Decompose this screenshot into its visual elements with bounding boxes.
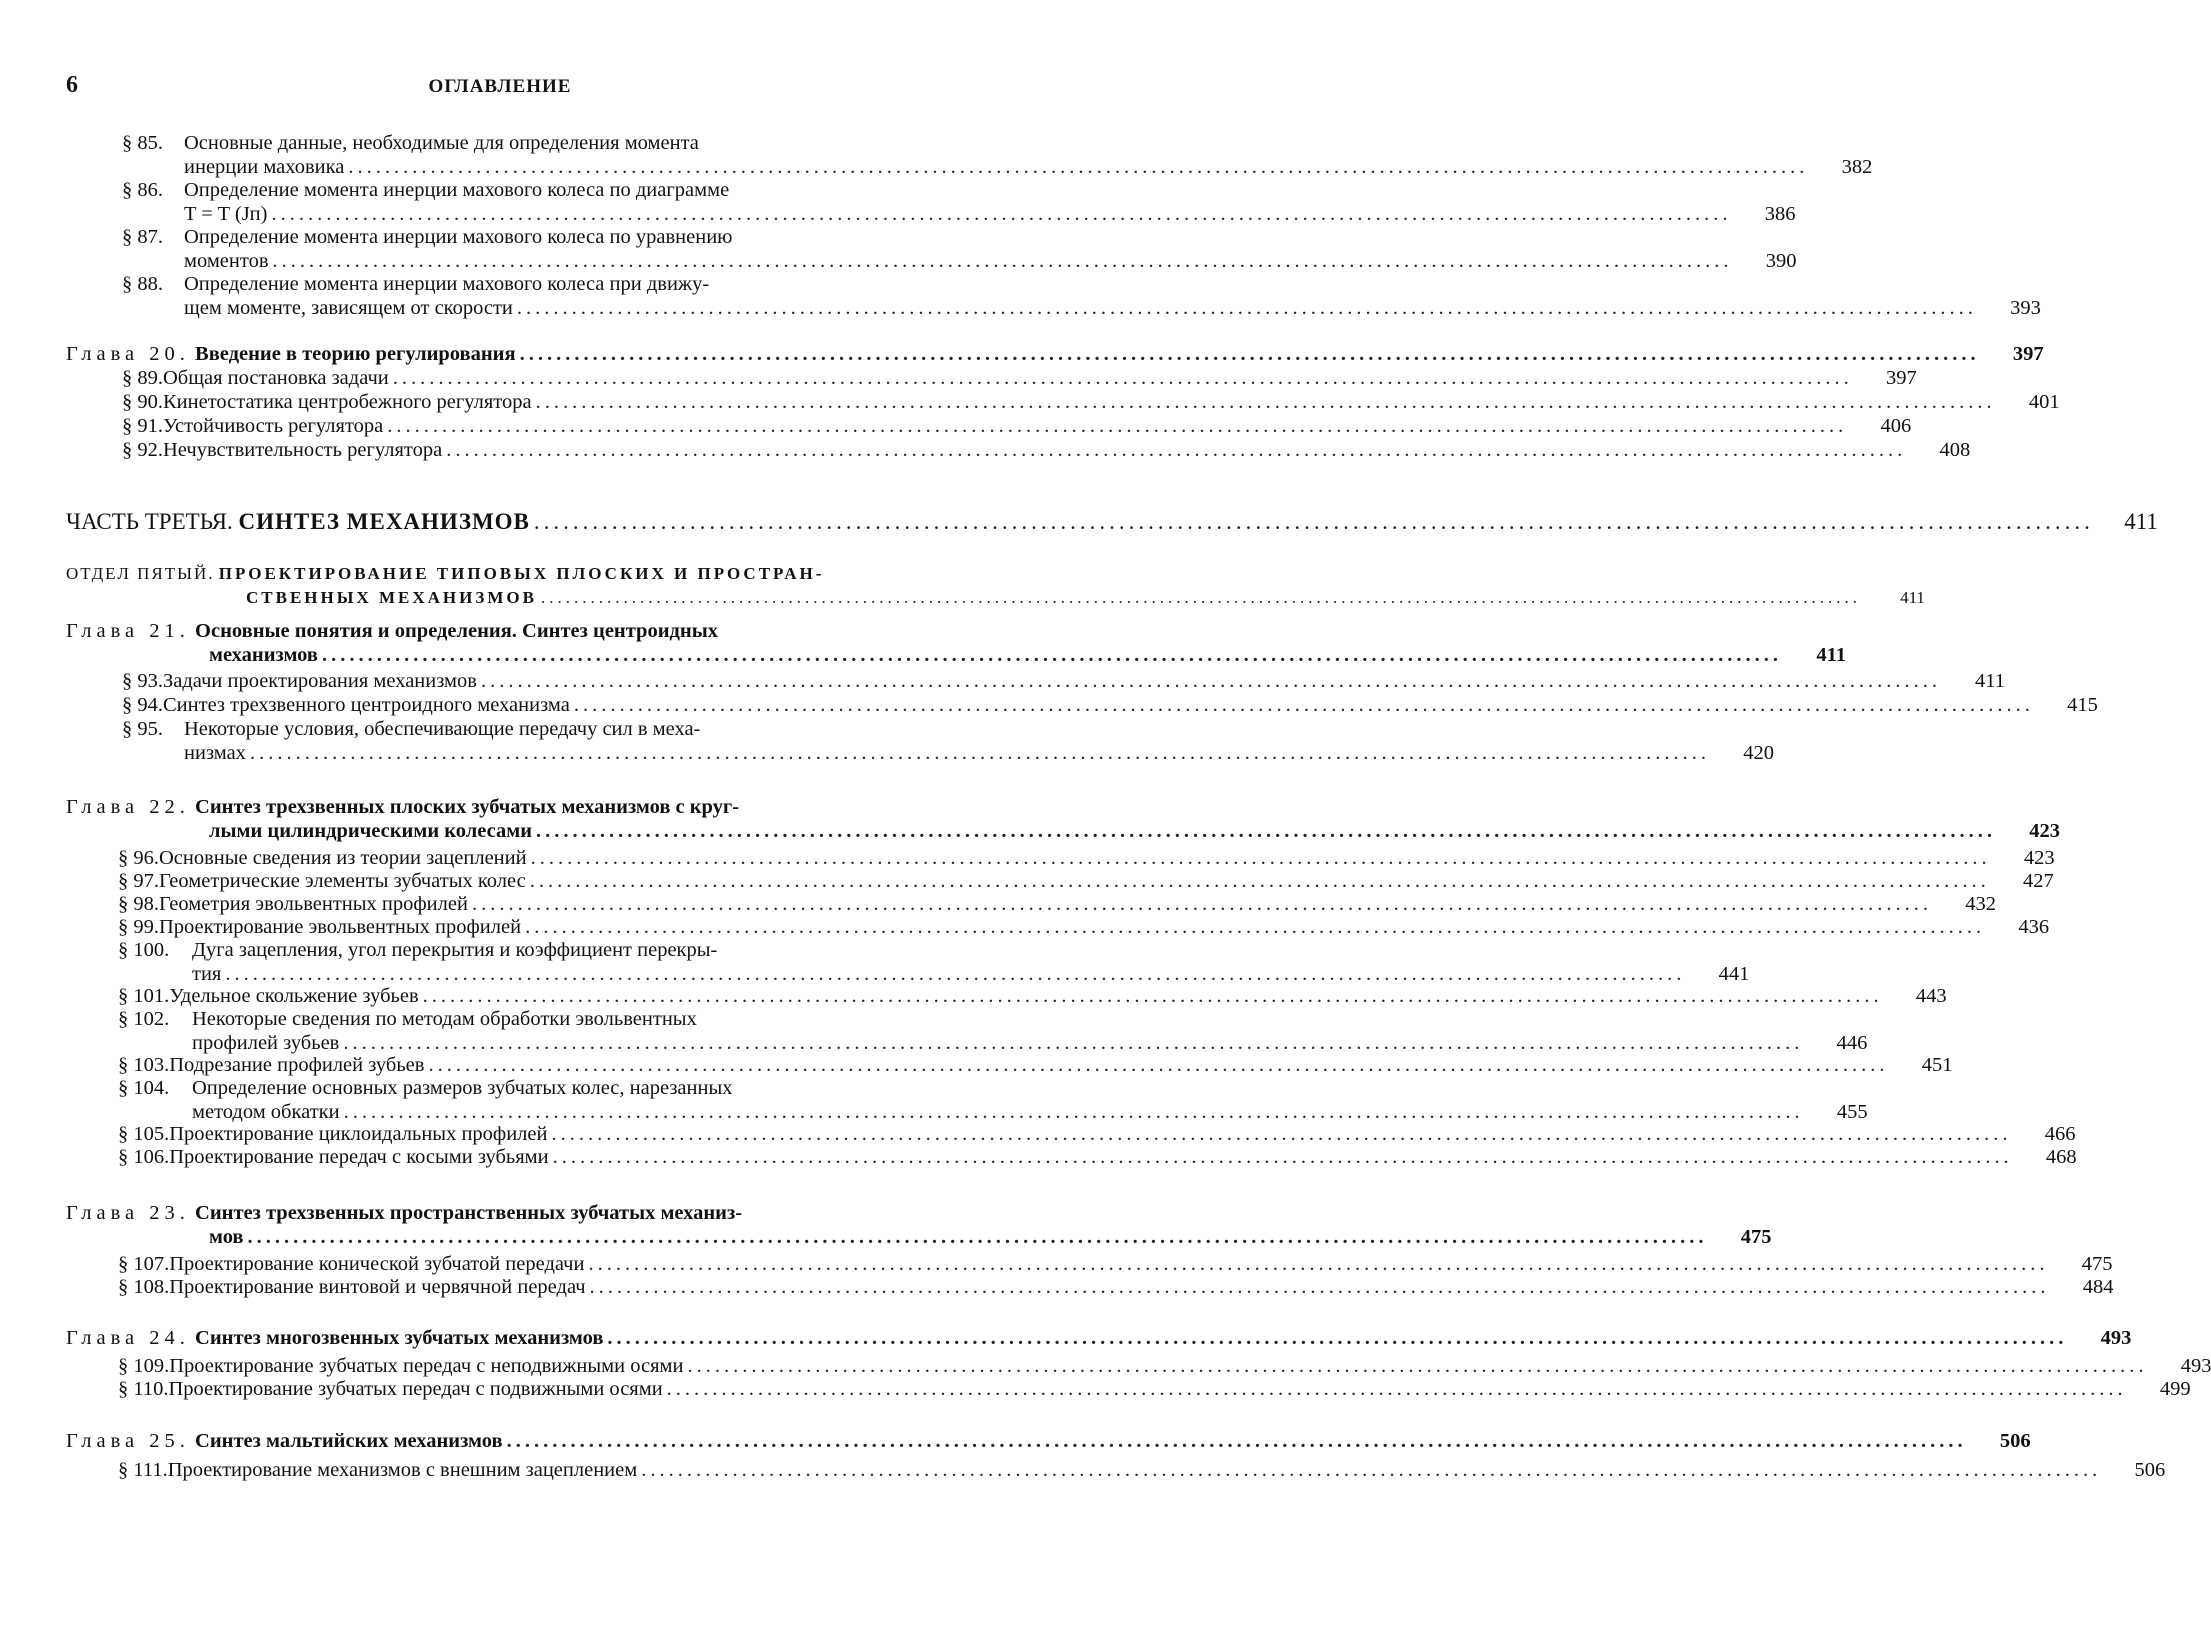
dot-leader: ................................................................................................................................................................ [540, 588, 1861, 607]
dot-leader: ................................................................................................................................................................ [247, 1226, 1708, 1248]
section-title-line: методом обкатки [192, 1101, 340, 1123]
toc-section-93 [122, 669, 2005, 693]
toc-section-85 [122, 131, 1873, 179]
section-number: § 88. [122, 273, 163, 295]
section-title: Геометрические элементы зубчатых колес [159, 870, 526, 892]
dot-leader: ................................................................................................................................................................ [271, 203, 1732, 225]
toc-chapter-23 [66, 1201, 1772, 1249]
page-ref: 443 [1915, 985, 1947, 1007]
dot-leader: ................................................................................................................................................................ [687, 1355, 2148, 1377]
toc-chapter-22 [66, 795, 2061, 843]
section-title-line: Основные данные, необходимые для определения момента [184, 132, 699, 154]
section-number: § 96. [118, 847, 159, 869]
dot-leader: ................................................................................................................................................................ [529, 870, 1990, 892]
part-title: СИНТЕЗ МЕХАНИЗМОВ [238, 509, 530, 534]
section-number: § 108. [118, 1276, 170, 1298]
chapter-title-line: Синтез трехзвенных пространственных зубчатых механиз- [195, 1202, 743, 1224]
toc-section-99 [118, 915, 2050, 939]
section-number: § 109. [118, 1355, 170, 1377]
dot-leader: ................................................................................................................................................................ [536, 820, 1997, 842]
section-title: Проектирование эвольвентных профилей [159, 916, 522, 938]
section-number: § 101. [118, 985, 170, 1007]
dot-leader: ................................................................................................................................................................ [573, 694, 2034, 716]
chapter-title-line: Синтез трехзвенных плоских зубчатых механизмов с круг- [195, 796, 740, 818]
toc-section-106 [118, 1145, 2077, 1169]
page-ref: 401 [2028, 391, 2060, 413]
section-number: § 86. [122, 179, 163, 201]
page-ref: 475 [2081, 1253, 2113, 1275]
chapter-label: Глава 21. [66, 620, 190, 642]
toc-section-98 [118, 892, 1996, 916]
section-title-line: щем моменте, зависящем от скорости [184, 297, 513, 319]
section-number: § 102. [118, 1008, 170, 1030]
section-title-line: низмах [184, 742, 246, 764]
page-ref: 386 [1764, 203, 1796, 225]
page-ref: 411 [1900, 588, 1925, 607]
section-title: Проектирование зубчатых передач с подвижными осями [168, 1378, 663, 1400]
section-number: § 95. [122, 718, 163, 740]
dot-leader: ................................................................................................................................................................ [589, 1276, 2050, 1298]
chapter-title-line: Основные понятия и определения. Синтез центроидных [195, 620, 718, 642]
section-number: § 111. [118, 1459, 168, 1481]
running-head: ОГЛАВЛЕНИЕ [428, 76, 572, 97]
section-title-line: Определение основных размеров зубчатых колес, нарезанных [192, 1077, 733, 1099]
page-ref: 406 [1880, 415, 1912, 437]
dot-leader: ................................................................................................................................................................ [272, 250, 1733, 272]
dot-leader: ................................................................................................................................................................ [446, 439, 1907, 461]
section-title: Устойчивость регулятора [163, 415, 384, 437]
section-title: Кинетостатика центробежного регулятора [163, 391, 532, 413]
section-number: § 89. [122, 367, 163, 389]
page-ref: 466 [2044, 1123, 2076, 1145]
section-title: Удельное скольжение зубьев [169, 985, 419, 1007]
dot-leader: ................................................................................................................................................................ [480, 670, 1941, 692]
section-number: § 104. [118, 1077, 170, 1099]
dot-leader: ................................................................................................................................................................ [321, 644, 1782, 666]
toc-section-86 [122, 178, 1796, 226]
dot-leader: ................................................................................................................................................................ [525, 916, 1986, 938]
dot-leader: ................................................................................................................................................................ [519, 343, 1980, 365]
department-title-line: СТВЕННЫХ МЕХАНИЗМОВ [246, 588, 537, 607]
section-title-line: тия [192, 963, 222, 985]
chapter-label: Глава 20. [66, 343, 190, 365]
page-ref: 408 [1939, 439, 1971, 461]
page-ref: 411 [1974, 670, 2005, 692]
toc-section-87 [122, 225, 1797, 273]
section-title-line: Определение момента инерции махового колеса по уравнению [184, 226, 733, 248]
chapter-label: Глава 24. [66, 1327, 190, 1349]
dot-leader: ................................................................................................................................................................ [428, 1054, 1889, 1076]
section-number: § 91. [122, 415, 163, 437]
page-ref: 411 [1816, 644, 1846, 666]
section-title: Задачи проектирования механизмов [163, 670, 477, 692]
toc-section-94 [122, 693, 2098, 717]
section-number: § 100. [118, 939, 170, 961]
section-number: § 85. [122, 132, 163, 154]
toc-chapter-21 [66, 619, 1846, 667]
toc-section-88 [122, 272, 2041, 320]
section-title: Проектирование винтовой и червячной передач [169, 1276, 586, 1298]
section-title-line: Определение момента инерции махового колеса по диаграмме [184, 179, 730, 201]
section-title-line: моментов [184, 250, 269, 272]
page-ref: 397 [2012, 343, 2044, 365]
dot-leader: ................................................................................................................................................................ [506, 1430, 1967, 1452]
dot-leader: ................................................................................................................................................................ [588, 1253, 2049, 1275]
section-number: § 93. [122, 670, 163, 692]
dot-leader: ................................................................................................................................................................ [225, 963, 1686, 985]
section-title: Синтез трехзвенного центроидного механизма [163, 694, 570, 716]
page-ref: 441 [1718, 963, 1750, 985]
toc-section-108 [118, 1275, 2114, 1299]
page-ref: 427 [2022, 870, 2054, 892]
section-number: § 110. [118, 1378, 169, 1400]
toc-section-102 [118, 1007, 1868, 1055]
section-title: Общая постановка задачи [163, 367, 389, 389]
toc-section-100 [118, 938, 1750, 986]
page-ref: 420 [1743, 742, 1774, 764]
page-ref: 446 [1836, 1032, 1868, 1054]
chapter-title-line: механизмов [209, 644, 318, 666]
chapter-title-line: лыми цилиндрическими колесами [209, 820, 533, 842]
page-ref: 415 [2067, 694, 2098, 716]
chapter-title: Синтез многозвенных зубчатых механизмов [195, 1327, 604, 1349]
toc-section-105 [118, 1122, 2076, 1146]
toc-section-107 [118, 1252, 2113, 1276]
dot-leader: ................................................................................................................................................................ [387, 415, 1848, 437]
page-ref: 506 [1999, 1430, 2031, 1452]
toc-section-96 [118, 846, 2055, 870]
dot-leader: ................................................................................................................................................................ [249, 742, 1710, 764]
page-ref: 393 [2010, 297, 2041, 319]
toc-chapter-20 [66, 342, 2044, 366]
chapter-title-line: мов [209, 1226, 244, 1248]
section-title: Проектирование циклоидальных профилей [169, 1123, 548, 1145]
section-title-line: профилей зубьев [192, 1032, 340, 1054]
section-title: Проектирование передач с косыми зубьями [169, 1146, 549, 1168]
section-number: § 97. [118, 870, 159, 892]
section-number: § 107. [118, 1253, 170, 1275]
page-ref: 499 [2159, 1378, 2191, 1400]
section-title-line: Определение момента инерции махового колеса при движу- [184, 273, 710, 295]
toc-section-101 [118, 984, 1947, 1008]
section-number: § 87. [122, 226, 163, 248]
page-number: 6 [66, 72, 78, 98]
page-ref: 382 [1841, 156, 1873, 178]
section-title: Проектирование конической зубчатой передачи [169, 1253, 585, 1275]
dot-leader: ................................................................................................................................................................ [533, 509, 2094, 534]
section-number: § 99. [118, 916, 159, 938]
dot-leader: ................................................................................................................................................................ [552, 1146, 2013, 1168]
toc-chapter-24 [66, 1326, 2132, 1350]
toc-section-97 [118, 869, 2054, 893]
dot-leader: ................................................................................................................................................................ [530, 847, 1991, 869]
section-title-line: Дуга зацепления, угол перекрытия и коэффициент перекры- [192, 939, 718, 961]
page-ref: 493 [2100, 1327, 2132, 1349]
page-ref: 397 [1886, 367, 1917, 389]
dot-leader: ................................................................................................................................................................ [535, 391, 1996, 413]
dot-leader: ................................................................................................................................................................ [422, 985, 1883, 1007]
section-title-line: Некоторые условия, обеспечивающие передачу сил в меха- [184, 718, 701, 740]
page-ref: 455 [1836, 1101, 1868, 1123]
part-label: ЧАСТЬ ТРЕТЬЯ. [66, 509, 233, 534]
toc-section-109 [118, 1354, 2211, 1378]
page-ref: 451 [1921, 1054, 1953, 1076]
section-title: Основные сведения из теории зацеплений [159, 847, 527, 869]
dot-leader: ................................................................................................................................................................ [607, 1327, 2068, 1349]
toc-section-89 [122, 366, 1917, 390]
page-ref: 484 [2082, 1276, 2114, 1298]
section-title: Проектирование зубчатых передач с неподвижными осями [169, 1355, 684, 1377]
chapter-label: Глава 22. [66, 796, 190, 818]
section-number: § 94. [122, 694, 163, 716]
dot-leader: ................................................................................................................................................................ [516, 297, 1977, 319]
toc-section-103 [118, 1053, 1953, 1077]
toc-chapter-25 [66, 1429, 2031, 1453]
page-ref: 475 [1740, 1226, 1772, 1248]
dot-leader: ................................................................................................................................................................ [551, 1123, 2012, 1145]
chapter-label: Глава 23. [66, 1202, 190, 1224]
section-number: § 106. [118, 1146, 170, 1168]
department-title-line: ПРОЕКТИРОВАНИЕ ТИПОВЫХ ПЛОСКИХ И ПРОСТРАН- [218, 564, 825, 583]
page-ref: 432 [1965, 893, 1996, 915]
page-ref: 468 [2045, 1146, 2077, 1168]
page-ref: 411 [2124, 509, 2158, 534]
section-number: § 92. [122, 439, 163, 461]
toc-department-5 [66, 562, 1925, 610]
section-title-line: инерции маховика [184, 156, 345, 178]
toc-section-104 [118, 1076, 1868, 1124]
toc-section-92 [122, 438, 1971, 462]
toc-section-95 [122, 717, 1774, 765]
chapter-title: Введение в теорию регулирования [195, 343, 516, 365]
toc-section-90 [122, 390, 2060, 414]
toc-section-111 [118, 1458, 2166, 1482]
section-title: Подрезание профилей зубьев [169, 1054, 425, 1076]
page-ref: 493 [2180, 1355, 2211, 1377]
section-title: Нечувствительность регулятора [163, 439, 443, 461]
dot-leader: ................................................................................................................................................................ [666, 1378, 2127, 1400]
section-title-line: Некоторые сведения по методам обработки эвольвентных [192, 1008, 697, 1030]
dot-leader: ................................................................................................................................................................ [471, 893, 1932, 915]
dot-leader: ................................................................................................................................................................ [392, 367, 1853, 389]
toc-section-91 [122, 414, 1912, 438]
toc-part-3 [66, 508, 2158, 536]
chapter-title: Синтез мальтийских механизмов [195, 1430, 503, 1452]
department-label: ОТДЕЛ ПЯТЫЙ. [66, 564, 215, 583]
page-ref: 436 [2018, 916, 2050, 938]
section-title: Проектирование механизмов с внешним зацеплением [167, 1459, 638, 1481]
page-ref: 423 [2029, 820, 2061, 842]
section-title-line: T = T (Jп) [184, 203, 268, 225]
section-title: Геометрия эвольвентных профилей [159, 893, 468, 915]
page-ref: 506 [2134, 1459, 2166, 1481]
section-number: § 98. [118, 893, 159, 915]
toc-section-110 [118, 1377, 2191, 1401]
section-number: § 103. [118, 1054, 170, 1076]
section-number: § 90. [122, 391, 163, 413]
page-ref: 423 [2023, 847, 2055, 869]
dot-leader: ................................................................................................................................................................ [641, 1459, 2102, 1481]
dot-leader: ................................................................................................................................................................ [348, 156, 1809, 178]
dot-leader: ................................................................................................................................................................ [343, 1101, 1804, 1123]
chapter-label: Глава 25. [66, 1430, 190, 1452]
page-ref: 390 [1765, 250, 1797, 272]
dot-leader: ................................................................................................................................................................ [343, 1032, 1804, 1054]
section-number: § 105. [118, 1123, 170, 1145]
